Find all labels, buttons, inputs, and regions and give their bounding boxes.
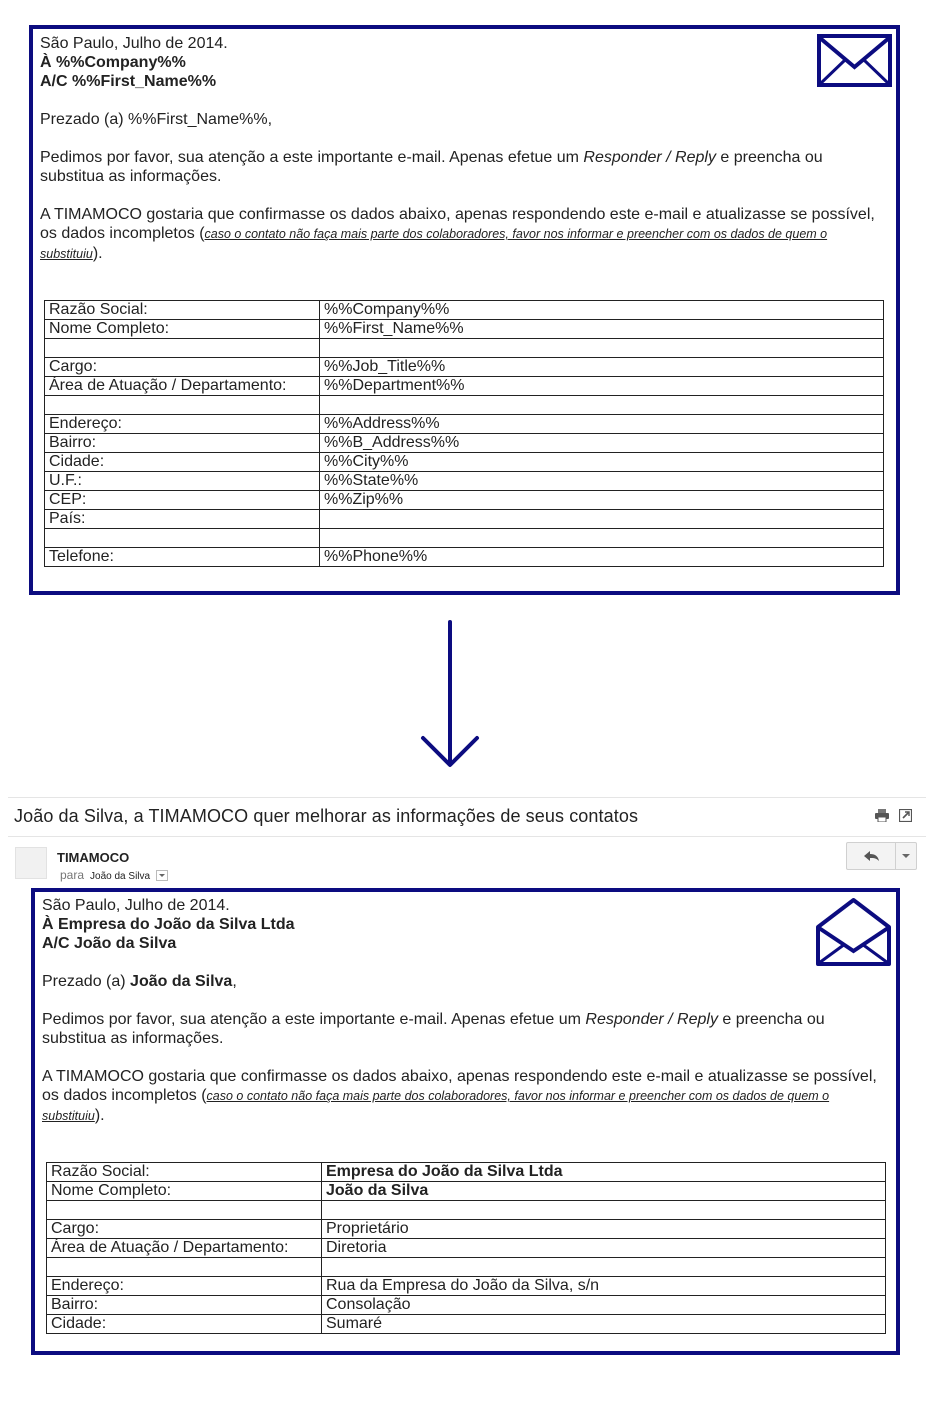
avatar xyxy=(15,847,47,879)
field-value: %%Address%% xyxy=(320,415,884,434)
field-value xyxy=(320,510,884,529)
field-value: %%Zip%% xyxy=(320,491,884,510)
open-envelope-icon xyxy=(815,897,892,967)
table-row xyxy=(45,491,884,510)
field-value: %%State%% xyxy=(320,472,884,491)
field-label: Razão Social: xyxy=(45,301,320,320)
open-in-new-window-icon[interactable] xyxy=(899,809,912,822)
table-row xyxy=(47,1258,886,1277)
field-value xyxy=(320,529,884,548)
table-row xyxy=(45,377,884,396)
field-label: U.F.: xyxy=(45,472,320,491)
field-value: Consolação xyxy=(322,1296,886,1315)
table-row xyxy=(45,301,884,320)
field-label xyxy=(47,1258,322,1277)
date-line: São Paulo, Julho de 2014. xyxy=(40,35,228,52)
field-value xyxy=(320,396,884,415)
paragraph-request: A TIMAMOCO gostaria que confirmasse os dados abaixo, apenas respondendo este e-mail e atualizasse se possível, os dados incompletos (caso o contato não faça mais parte dos colaboradores, favor nos informar e preencher com os dados de quem o substituiu). xyxy=(40,206,875,262)
paragraph-instructions: Pedimos por favor, sua atenção a este importante e-mail. Apenas efetue um Responder / Reply e preencha ou substitua as informações. xyxy=(42,1011,825,1047)
field-label: Cidade: xyxy=(47,1315,322,1334)
table-row xyxy=(45,472,884,491)
field-value xyxy=(320,339,884,358)
note-text: caso o contato não faça mais parte dos colaboradores, favor nos informar e preencher com os dados de quem o substituiu xyxy=(42,1089,830,1123)
field-value: %%B_Address%% xyxy=(320,434,884,453)
template-letter-body xyxy=(40,34,886,264)
print-icon[interactable] xyxy=(875,809,889,822)
email-subject-bar xyxy=(8,797,926,837)
field-label: Cargo: xyxy=(45,358,320,377)
field-label: CEP: xyxy=(45,491,320,510)
attention-line: A/C João da Silva xyxy=(42,935,177,952)
table-row xyxy=(47,1296,886,1315)
table-row xyxy=(45,434,884,453)
reply-button-group xyxy=(846,842,917,870)
table-row xyxy=(47,1163,886,1182)
recipient-name: João da Silva xyxy=(90,871,151,882)
table-row xyxy=(47,1239,886,1258)
field-label xyxy=(45,396,320,415)
field-label: Área de Atuação / Departamento: xyxy=(47,1239,322,1258)
field-value: %%First_Name%% xyxy=(320,320,884,339)
table-row xyxy=(45,529,884,548)
field-label xyxy=(47,1201,322,1220)
paragraph-request: A TIMAMOCO gostaria que confirmasse os dados abaixo, apenas respondendo este e-mail e atualizasse se possível, os dados incompletos (caso o contato não faça mais parte dos colaboradores, favor nos informar e preencher com os dados de quem o substituiu). xyxy=(42,1068,877,1124)
field-value: %%Company%% xyxy=(320,301,884,320)
table-row xyxy=(47,1277,886,1296)
sender-name[interactable]: TIMAMOCO xyxy=(57,850,130,865)
table-row xyxy=(45,396,884,415)
field-label xyxy=(45,529,320,548)
field-label: Endereço: xyxy=(45,415,320,434)
field-label: Bairro: xyxy=(45,434,320,453)
table-row xyxy=(45,358,884,377)
field-value xyxy=(322,1258,886,1277)
recipient-row xyxy=(60,868,168,882)
table-row xyxy=(47,1220,886,1239)
field-label: Razão Social: xyxy=(47,1163,322,1182)
table-row xyxy=(45,320,884,339)
table-row xyxy=(45,415,884,434)
table-row xyxy=(45,510,884,529)
field-value: %%Department%% xyxy=(320,377,884,396)
field-value: %%Job_Title%% xyxy=(320,358,884,377)
note-text: caso o contato não faça mais parte dos colaboradores, favor nos informar e preencher com os dados de quem o substituiu xyxy=(40,227,828,261)
greeting: Prezado (a) João da Silva, xyxy=(42,973,237,990)
field-value: Empresa do João da Silva Ltda xyxy=(322,1163,886,1182)
closed-envelope-icon xyxy=(817,34,892,87)
attention-line: A/C %%First_Name%% xyxy=(40,73,217,90)
field-value xyxy=(322,1201,886,1220)
field-label: Nome Completo: xyxy=(45,320,320,339)
recipient-company: À %%Company%% xyxy=(40,54,186,71)
date-line: São Paulo, Julho de 2014. xyxy=(42,897,230,914)
recipient-company: À Empresa do João da Silva Ltda xyxy=(42,916,295,933)
field-label: Bairro: xyxy=(47,1296,322,1315)
field-label: Cidade: xyxy=(45,453,320,472)
to-label: para xyxy=(60,868,85,882)
paragraph-instructions: Pedimos por favor, sua atenção a este importante e-mail. Apenas efetue um Responder / Reply e preencha ou substitua as informações. xyxy=(40,149,823,185)
table-row xyxy=(45,339,884,358)
field-value: João da Silva xyxy=(322,1182,886,1201)
field-label: Área de Atuação / Departamento: xyxy=(45,377,320,396)
more-options-button[interactable] xyxy=(895,843,917,869)
field-label xyxy=(45,339,320,358)
field-value: Diretoria xyxy=(322,1239,886,1258)
field-label: Cargo: xyxy=(47,1220,322,1239)
table-row xyxy=(45,453,884,472)
field-label: País: xyxy=(45,510,320,529)
reply-button[interactable] xyxy=(847,843,895,869)
field-label: Nome Completo: xyxy=(47,1182,322,1201)
template-data-table xyxy=(44,300,884,567)
table-row xyxy=(47,1315,886,1334)
greeting: Prezado (a) %%First_Name%%, xyxy=(40,111,273,128)
table-row xyxy=(47,1182,886,1201)
email-subject: João da Silva, a TIMAMOCO quer melhorar as informações de seus contatos xyxy=(14,806,639,826)
field-value: %%Phone%% xyxy=(320,548,884,567)
down-arrow-icon xyxy=(420,620,480,770)
filled-data-table xyxy=(46,1162,886,1334)
field-value: Proprietário xyxy=(322,1220,886,1239)
field-value: Sumaré xyxy=(322,1315,886,1334)
field-value: %%City%% xyxy=(320,453,884,472)
field-label: Endereço: xyxy=(47,1277,322,1296)
field-label: Telefone: xyxy=(45,548,320,567)
reply-icon xyxy=(847,843,895,869)
field-value: Rua da Empresa do João da Silva, s/n xyxy=(322,1277,886,1296)
table-row xyxy=(45,548,884,567)
filled-letter-body xyxy=(42,896,886,1126)
details-dropdown[interactable] xyxy=(156,870,168,881)
table-row xyxy=(47,1201,886,1220)
